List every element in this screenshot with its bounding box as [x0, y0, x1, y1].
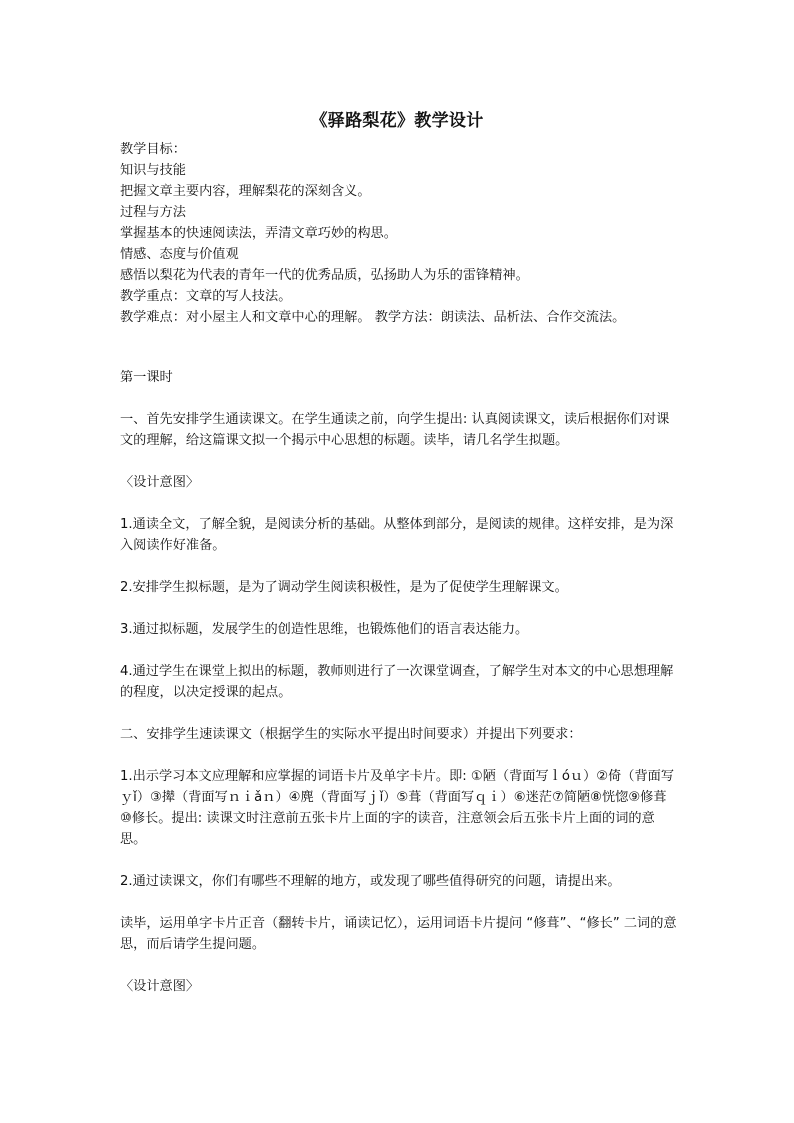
objective-knowledge-heading: 知识与技能	[120, 163, 186, 178]
paragraph-4: 3.通过拟标题，发展学生的创造性思维，也锻炼他们的语言表达能力。	[120, 622, 529, 637]
document-body	[120, 139, 678, 997]
paragraph-8: 2.通过读课文，你们有哪些不理解的地方，或发现了哪些值得研究的问题，请提出来。	[120, 874, 621, 889]
paragraph-6: 二、安排学生速读课文（根据学生的实际水平提出时间要求）并提出下列要求：	[120, 727, 582, 742]
objective-process-text: 掌握基本的快速阅读法，弄清文章巧妙的构思。	[120, 226, 397, 241]
paragraph-3: 2.安排学生拟标题，是为了调动学生阅读积极性，是为了促使学生理解课文。	[120, 580, 568, 595]
paragraph-2: 1.通读全文，了解全貌，是阅读分析的基础。从整体到部分，是阅读的规律。这样安排，是为深入阅读作好准备。	[120, 517, 674, 553]
objective-process-heading: 过程与方法	[120, 205, 186, 220]
objective-knowledge-text: 把握文章主要内容，理解梨花的深刻含义。	[120, 184, 371, 199]
paragraph-9: 读毕，运用单字卡片正音（翻转卡片，诵读记忆），运用词语卡片提问 “修葺”、“修长” 二词的意思，而后请学生提问题。	[120, 916, 677, 952]
objective-emotion-text: 感悟以梨花为代表的青年一代的优秀品质，弘扬助人为乐的雷锋精神。	[120, 268, 529, 283]
paragraph-1: 一、首先安排学生通读课文。在学生通读之前，向学生提出: 认真阅读课文，读后根据你们对课文的理解，给这篇课文拟一个揭示中心思想的标题。读毕，请几名学生拟题。	[120, 412, 670, 448]
objectives-heading: 教学目标：	[120, 142, 186, 157]
paragraph-5: 4.通过学生在课堂上拟出的标题，教师则进行了一次课堂调查，了解学生对本文的中心思想理解的程度，以决定授课的起点。	[120, 664, 674, 700]
teaching-focus: 教学重点：文章的写人技法。	[120, 289, 292, 304]
design-intent-1: 〈设计意图〉	[120, 475, 200, 490]
document-title: 《驿路梨花》教学设计	[310, 111, 484, 131]
paragraph-7: 1.出示学习本文应理解和应掌握的词语卡片及单字卡片。即: ①陋（背面写ｌóｕ）②倚（背面写ｙǐ）③撵（背面写ｎｉǎｎ）④麂（背面写ｊǐ）⑤葺（背面写ｑｉ）⑥迷茫⑦简陋⑧恍惚⑨修葺⑩修长。提出: 读课文时注意前五张卡片上面的字的读音，注意领会后五张卡片上面的词的意思。	[120, 769, 675, 847]
lesson-label: 第一课时	[120, 370, 173, 385]
objective-emotion-heading: 情感、态度与价值观	[120, 247, 239, 262]
design-intent-2: 〈设计意图〉	[120, 979, 200, 994]
teaching-difficulty-and-method: 教学难点：对小屋主人和文章中心的理解。 教学方法：朗读法、品析法、合作交流法。	[120, 310, 626, 325]
